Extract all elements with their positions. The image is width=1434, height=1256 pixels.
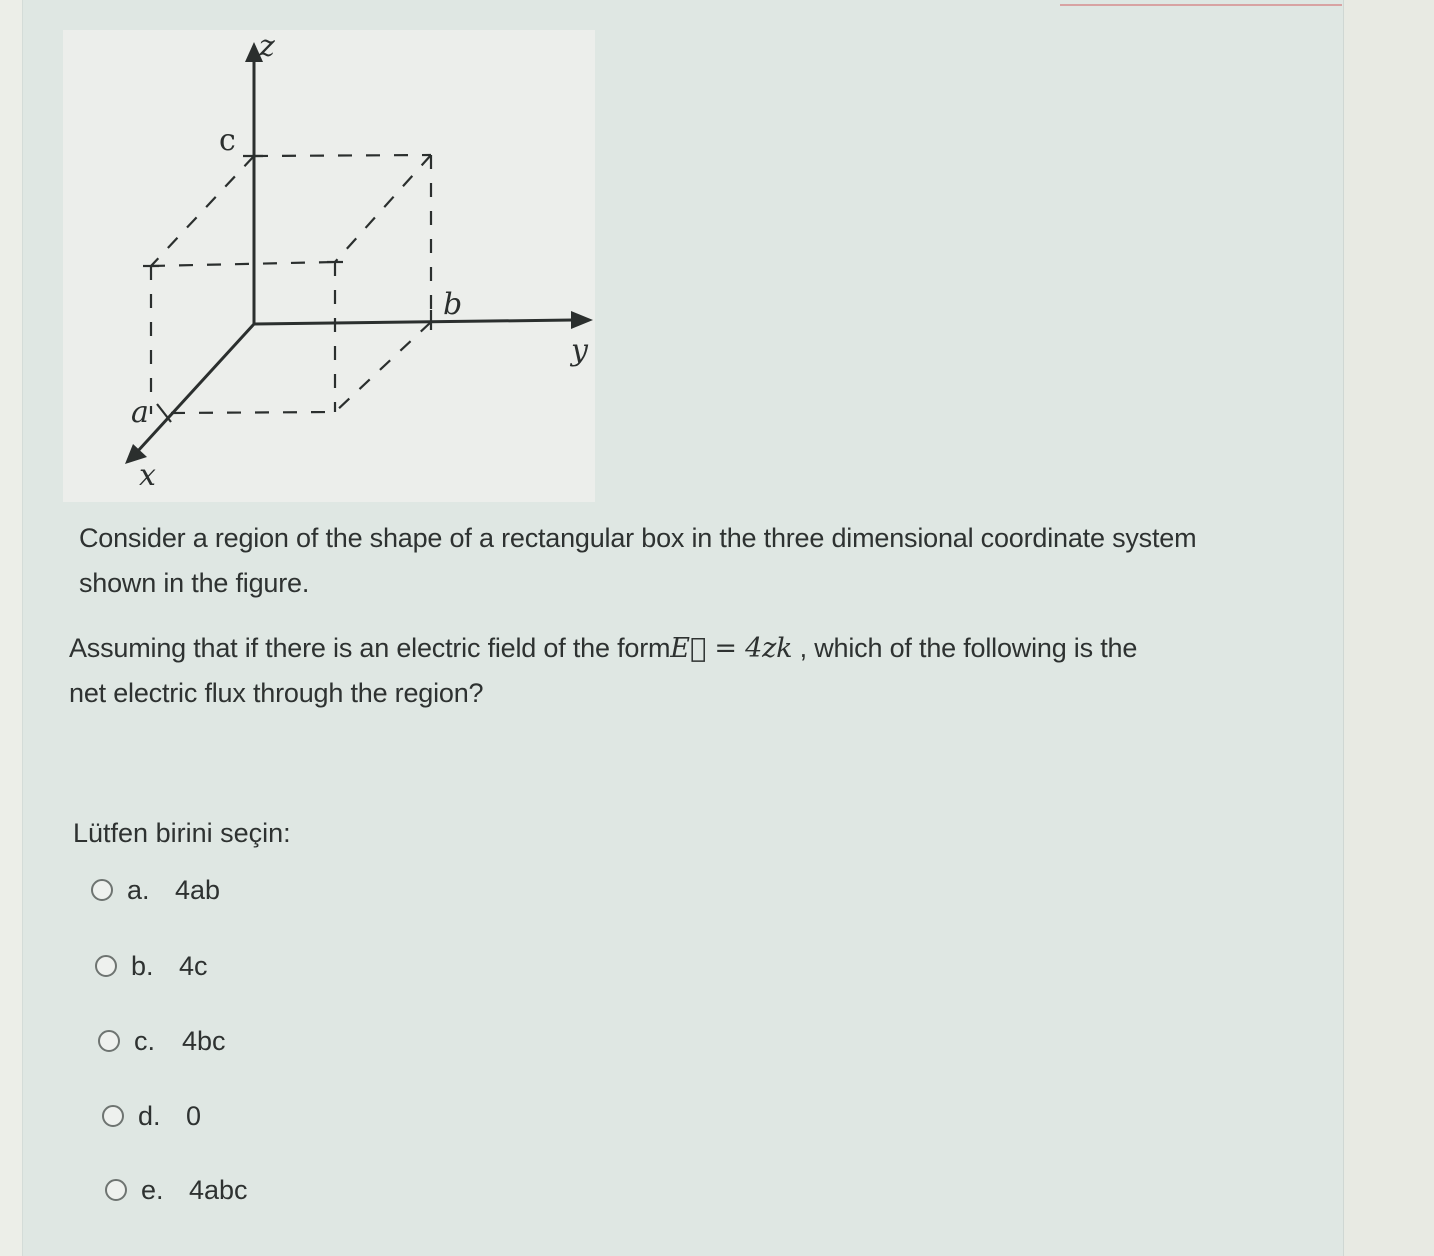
option-d-letter: d.	[138, 1100, 161, 1131]
x-axis	[137, 324, 254, 452]
edge-bottom-right-diagonal	[335, 322, 431, 412]
option-d-text: 0	[186, 1100, 202, 1131]
label-a: a	[131, 395, 149, 430]
option-b[interactable]	[95, 946, 208, 986]
page-right-margin	[1342, 0, 1434, 1256]
question-line-4: net electric flux through the region?	[69, 678, 484, 708]
edge-bottom-front	[171, 412, 335, 413]
option-d[interactable]	[102, 1096, 201, 1136]
option-c-letter: c.	[134, 1025, 156, 1056]
option-e[interactable]	[105, 1170, 248, 1210]
option-a-letter: a.	[127, 874, 150, 905]
edge-top-left-diagonal	[151, 156, 254, 266]
label-b: b	[443, 287, 463, 322]
electric-field-equation: E⃗ = 4zk	[670, 633, 793, 664]
option-e-letter: e.	[141, 1174, 164, 1205]
answer-prompt: Lütfen birini seçin:	[73, 818, 291, 848]
box-coordinate-figure	[63, 30, 595, 502]
option-b-text: 4c	[179, 950, 208, 981]
page-left-margin	[0, 0, 22, 1256]
option-c-text: 4bc	[182, 1025, 226, 1056]
label-x: x	[139, 458, 156, 493]
edge-top-front	[151, 262, 335, 266]
tick-a	[157, 404, 171, 422]
radio-option-e[interactable]	[105, 1179, 127, 1201]
radio-option-d[interactable]	[102, 1105, 124, 1127]
top-accent-bar	[1060, 0, 1342, 6]
edge-top-back	[254, 155, 431, 156]
y-axis	[254, 320, 573, 324]
question-paragraph-1	[79, 516, 1309, 606]
question-paragraph-2	[69, 626, 1299, 716]
radio-option-c[interactable]	[98, 1030, 120, 1052]
question-line-3-end: , which of the following is the	[792, 633, 1138, 663]
option-e-text: 4abc	[189, 1174, 248, 1205]
y-arrow	[571, 311, 593, 329]
label-z: z	[259, 30, 275, 64]
radio-option-b[interactable]	[95, 955, 117, 977]
option-a-text: 4ab	[175, 874, 221, 905]
option-b-letter: b.	[131, 950, 154, 981]
radio-option-a[interactable]	[91, 879, 113, 901]
option-c[interactable]	[98, 1021, 226, 1061]
question-line-1: Consider a region of the shape of a rectangular box in the three dimensional coordinate system	[79, 523, 1197, 553]
question-line-3-start: Assuming that if there is an electric field of the form	[69, 633, 671, 663]
question-line-3	[69, 626, 1299, 671]
label-c: c	[219, 123, 236, 158]
option-a[interactable]	[91, 870, 220, 910]
question-line-2: shown in the figure.	[79, 568, 310, 598]
question-card	[22, 0, 1344, 1256]
figure-svg	[63, 30, 595, 502]
edge-top-right-diagonal	[335, 155, 431, 262]
label-y: y	[571, 333, 588, 368]
